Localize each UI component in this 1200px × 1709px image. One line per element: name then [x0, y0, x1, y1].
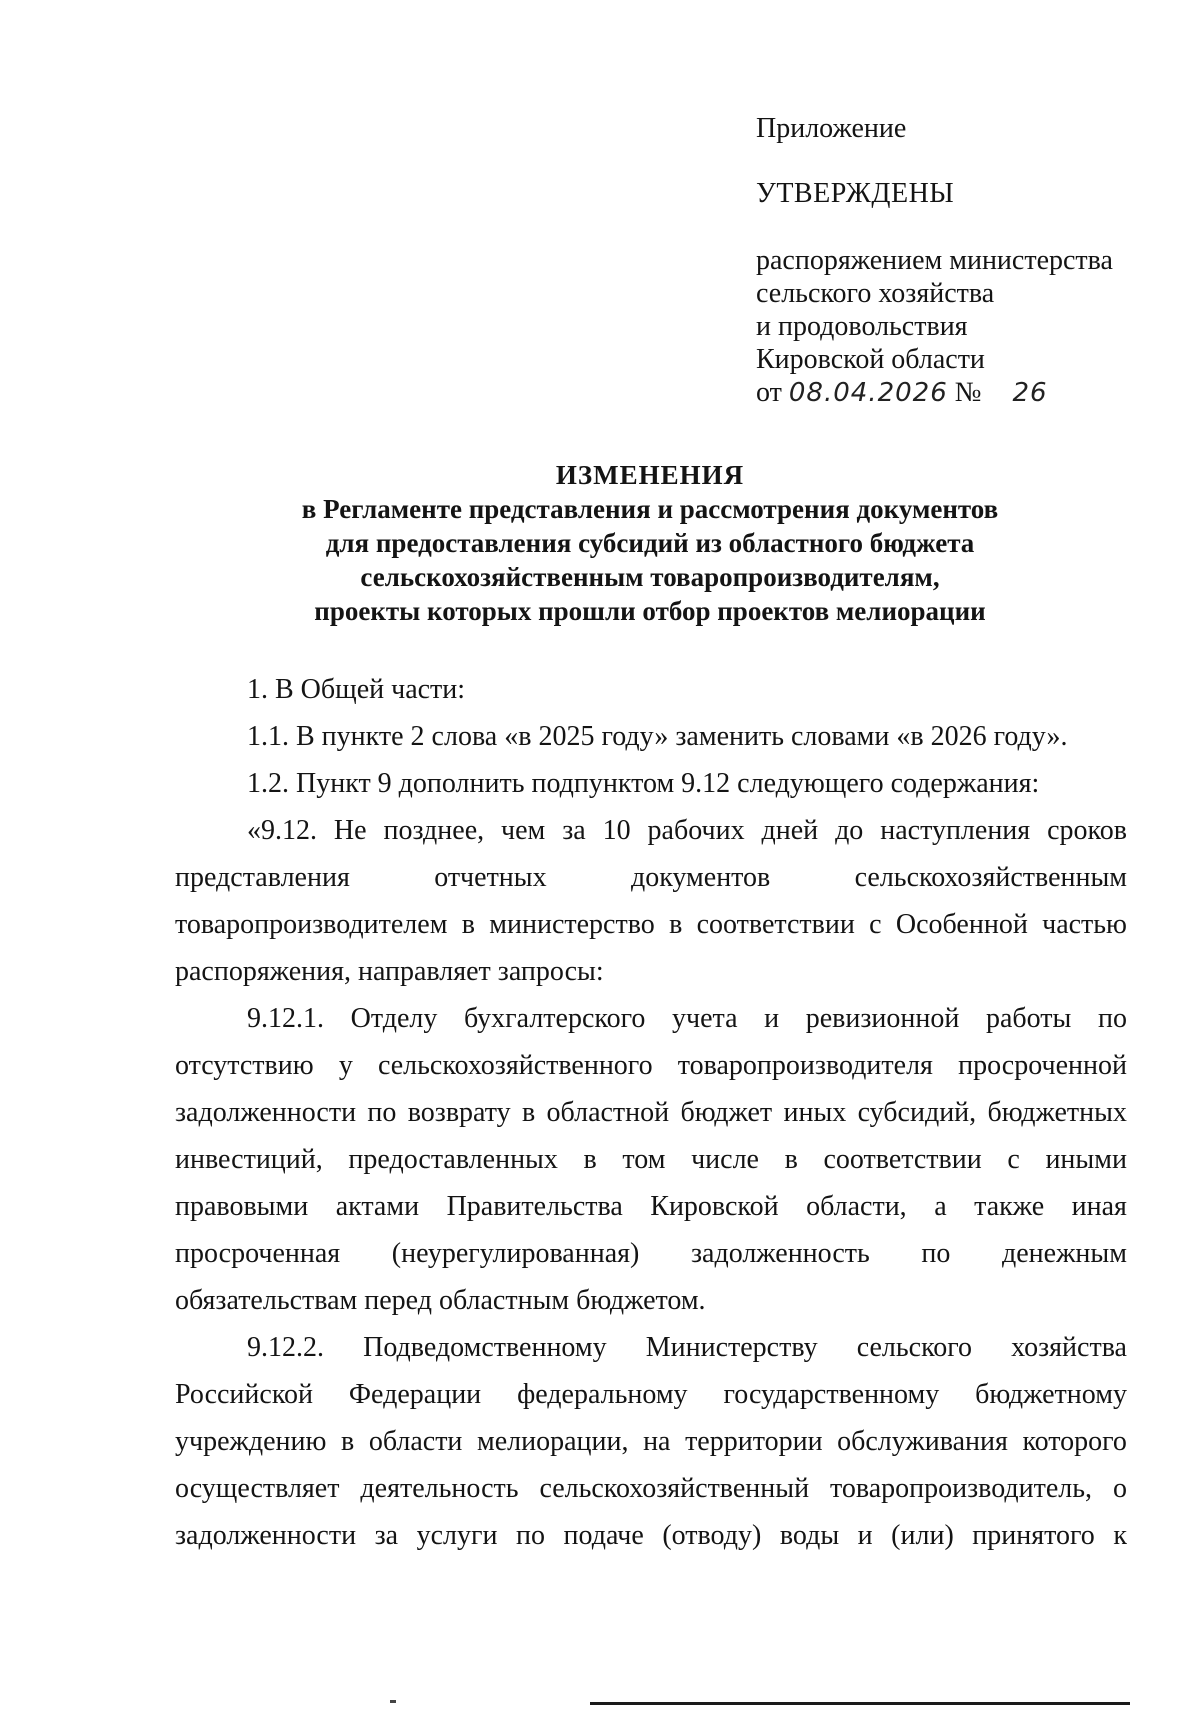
body-line: просроченная (неурегулированная) задолженность по денежным	[175, 1238, 1127, 1269]
body-line: учреждению в области мелиорации, на территории обслуживания которого	[175, 1426, 1127, 1457]
issuer-line: распоряжением министерства	[756, 245, 1113, 276]
appendix-label: Приложение	[756, 113, 907, 144]
body-line: задолженности за услуги по подаче (отводу) воды и (или) принятого к	[175, 1520, 1127, 1551]
approved-label: УТВЕРЖДЕНЫ	[756, 178, 955, 209]
title-heading: ИЗМЕНЕНИЯ	[555, 460, 745, 490]
issuer-line: сельского хозяйства	[756, 278, 995, 309]
handwritten-number: 26	[1012, 378, 1048, 408]
title-subtitle-line: в Регламенте представления и рассмотрения документов	[301, 494, 999, 524]
scan-artifact	[390, 1700, 396, 1703]
body-line: 1.1. В пункте 2 слова «в 2025 году» заменить словами «в 2026 году».	[247, 721, 1068, 752]
body-line: осуществляет деятельность сельскохозяйственный товаропроизводитель, о	[175, 1473, 1127, 1504]
body-line: «9.12. Не позднее, чем за 10 рабочих дней до наступления сроков	[247, 815, 1127, 846]
date-prefix: от	[756, 377, 782, 408]
body-line: 9.12.1. Отделу бухгалтерского учета и ревизионной работы по	[247, 1003, 1127, 1034]
number-sign: №	[954, 377, 982, 408]
approval-block	[756, 112, 1176, 410]
document-body	[175, 666, 1127, 1559]
body-line: отсутствию у сельскохозяйственного товаропроизводителя просроченной	[175, 1050, 1127, 1081]
body-line: правовыми актами Правительства Кировской области, а также иная	[175, 1191, 1127, 1222]
scan-artifact	[590, 1702, 1130, 1705]
body-line: 9.12.2. Подведомственному Министерству сельского хозяйства	[247, 1332, 1127, 1363]
body-line: Российской Федерации федеральному государственному бюджетному	[175, 1379, 1127, 1410]
handwritten-date: 08.04.2026	[788, 378, 948, 408]
body-line: представления отчетных документов сельскохозяйственным	[175, 862, 1127, 893]
body-line: распоряжения, направляет запросы:	[175, 956, 604, 987]
body-line: обязательствам перед областным бюджетом.	[175, 1285, 706, 1316]
issuer-line: Кировской области	[756, 344, 985, 375]
body-line: инвестиций, предоставленных в том числе в соответствии с иными	[175, 1144, 1127, 1175]
title-subtitle-line: проекты которых прошли отбор проектов мелиорации	[314, 596, 986, 626]
date-number-line	[756, 376, 1176, 410]
issuer-line: и продовольствия	[756, 311, 968, 342]
body-line: 1.2. Пункт 9 дополнить подпунктом 9.12 следующего содержания:	[247, 768, 1040, 799]
body-line: 1. В Общей части:	[247, 674, 466, 705]
body-line: задолженности по возврату в областной бюджет иных субсидий, бюджетных	[175, 1097, 1127, 1128]
title-subtitle-line: для предоставления субсидий из областного бюджета	[325, 528, 975, 558]
title-subtitle-line: сельскохозяйственным товаропроизводителям,	[360, 562, 940, 592]
body-line: товаропроизводителем в министерство в соответствии с Особенной частью	[175, 909, 1127, 940]
document-title	[0, 458, 1200, 628]
